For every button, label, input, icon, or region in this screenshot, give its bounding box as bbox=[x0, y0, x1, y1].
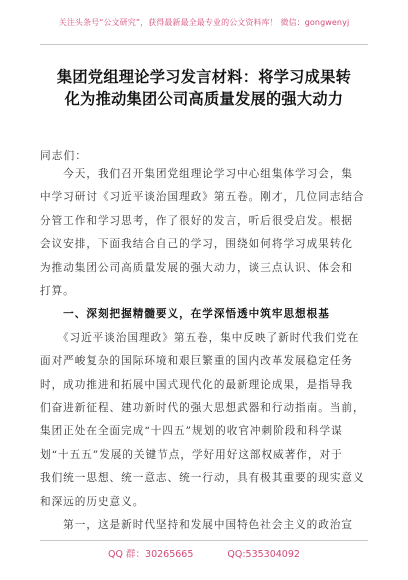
document-title bbox=[40, 66, 368, 110]
header-banner: 关注头条号“公文研究”，获得最新最全最专业的公文资料库！ 微信：gongwenyj bbox=[58, 17, 350, 27]
footer-contact bbox=[0, 546, 408, 560]
paragraph-line: 和深远的历史意义。 bbox=[40, 495, 145, 508]
paragraph-line: 《习近平谈治国理政》第五卷，集中反映了新时代我们党在 bbox=[40, 331, 360, 344]
paragraph-line: 们奋进新征程、建功新时代的强大思想武器和行动指南。当前， bbox=[40, 402, 365, 415]
intro-paragraph bbox=[40, 163, 368, 538]
header-divider bbox=[40, 44, 368, 45]
paragraph-line: 中学习研讨《习近平谈治国理政》第五卷。刚才，几位同志结合 bbox=[40, 191, 365, 204]
paragraph-line: 今天，我们召开集团党组理论学习中心组集体学习会，集 bbox=[40, 168, 354, 180]
paragraph-line: 划“十五五”发展的关键节点，学好用好这部权威著作，对于 bbox=[40, 448, 343, 461]
title-line-1: 集团党组理论学习发言材料：将学习成果转 bbox=[56, 68, 352, 86]
footer-qq: QQ:535304092 bbox=[227, 549, 300, 560]
paragraph-line: 打算。 bbox=[40, 285, 75, 298]
paragraph-line: 分管工作和学习思考，作了很好的发言，听后很受启发。根据 bbox=[40, 214, 354, 227]
salutation: 同志们： bbox=[40, 150, 88, 162]
section-heading-1: 一、深刻把握精髓要义，在学深悟透中筑牢思想根基 bbox=[40, 308, 330, 321]
paragraph-line: 面对严峻复杂的国际环境和艰巨繁重的国内改革发展稳定任务 bbox=[40, 355, 354, 368]
footer-divider bbox=[40, 540, 368, 541]
title-line-2: 化为推动集团公司高质量发展的强大动力 bbox=[64, 90, 344, 108]
paragraph-line: 为推动集团公司高质量发展的强大动力，谈三点认识、体会和 bbox=[40, 261, 354, 274]
paragraph-line: 集团正处在全面完成“十四五”规划的收官冲刺阶段和科学谋 bbox=[40, 425, 343, 438]
footer-qq-group: QQ 群：30265665 bbox=[108, 549, 194, 560]
paragraph-line: 我们统一思想、统一意志、统一行动，具有极其重要的现实意义 bbox=[40, 472, 365, 485]
paragraph-line: 会议安排，下面我结合自己的学习，围绕如何将学习成果转化 bbox=[40, 238, 354, 251]
paragraph-line: 时，成功推进和拓展中国式现代化的最新理论成果，是指导我 bbox=[40, 378, 354, 391]
first-point-line: 第一，这是新时代坚持和发展中国特色社会主义的政治宣 bbox=[40, 519, 354, 532]
